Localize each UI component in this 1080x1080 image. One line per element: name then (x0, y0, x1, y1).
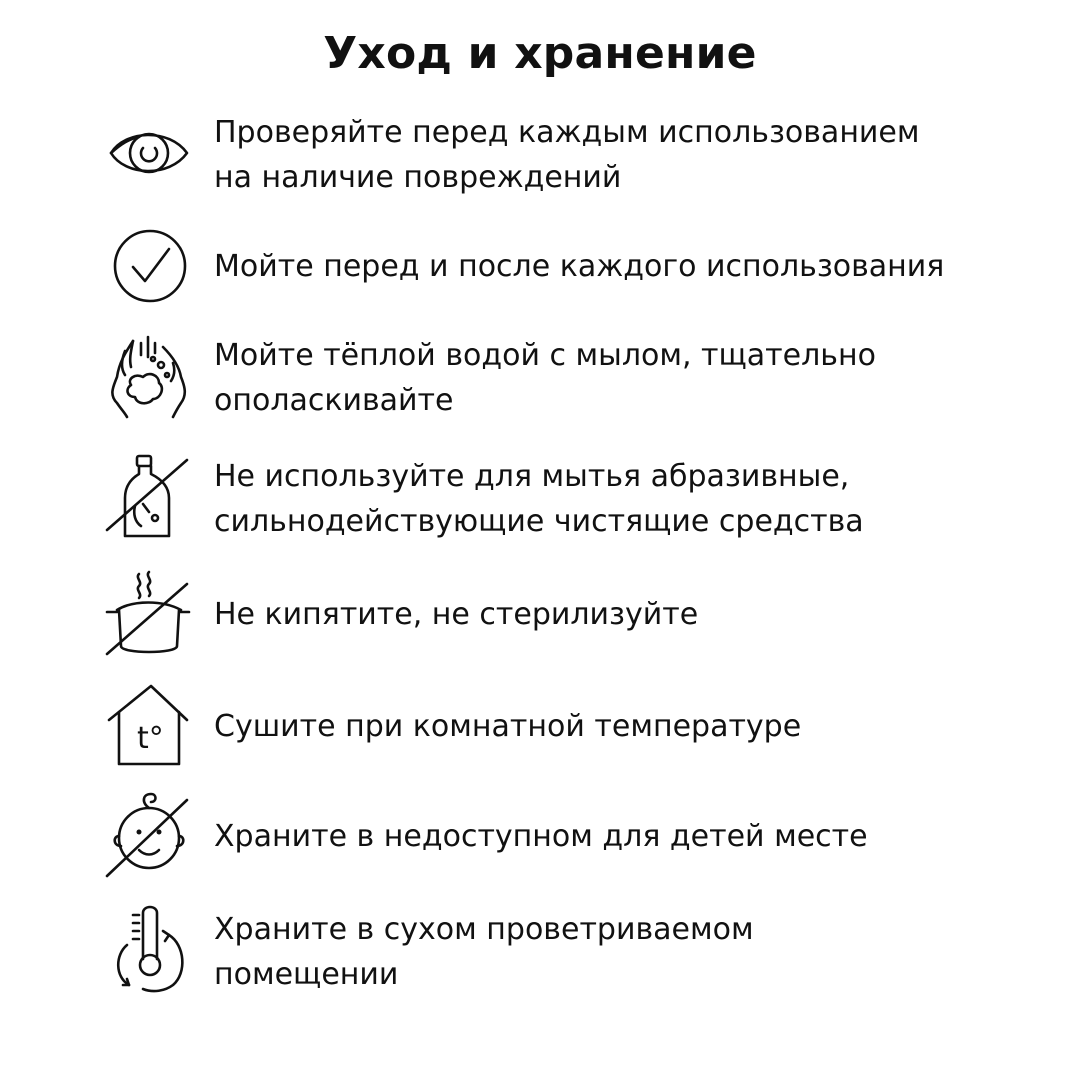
care-item-text: Не кипятите, не стерилизуйте (214, 597, 699, 632)
eye-icon (103, 108, 193, 198)
care-item-text: Мойте тёплой водой с мылом, тщательно ополаскивайте (214, 338, 876, 418)
no-boiling-pot-icon (103, 570, 193, 660)
care-item-text: Не используйте для мытья абразивные, сильнодействующие чистящие средства (214, 459, 864, 539)
house-temperature-icon (103, 684, 193, 774)
page-title: Уход и хранение (323, 28, 757, 79)
no-detergent-bottle-icon (103, 452, 193, 542)
care-item-text: Мойте перед и после каждого использования (214, 249, 945, 284)
care-item-text: Храните в недоступном для детей месте (214, 819, 868, 854)
no-children-icon (103, 790, 193, 880)
care-item-text: Сушите при комнатной температуре (214, 709, 802, 744)
svg-text:t°: t° (137, 721, 164, 756)
care-item-text: Храните в сухом проветриваемом помещении (214, 912, 754, 992)
hand-washing-icon (103, 333, 193, 423)
care-item-text: Проверяйте перед каждым использованием на наличие повреждений (214, 115, 920, 195)
checkmark-circle-icon (103, 221, 193, 311)
thermometer-cycle-icon (103, 903, 193, 993)
